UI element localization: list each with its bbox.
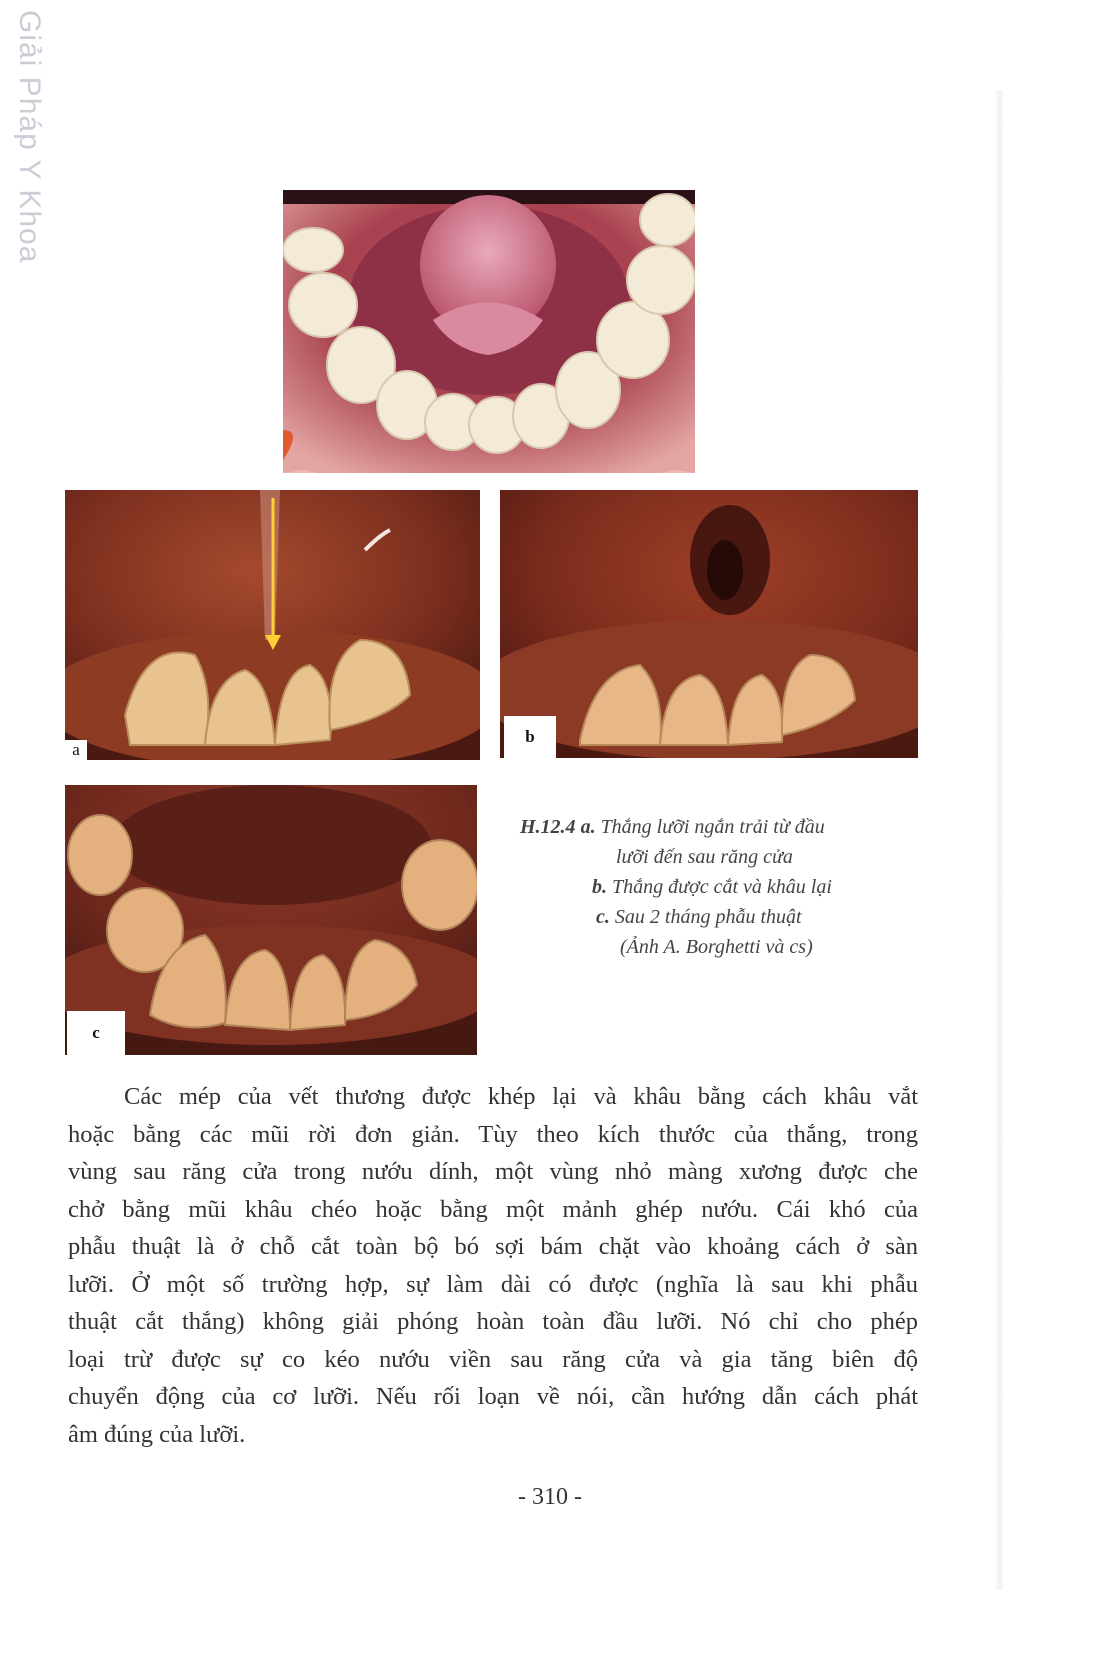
page-edge-shadow <box>994 90 1004 1590</box>
photo-c-two-months-after <box>65 785 477 1055</box>
body-paragraph <box>68 1078 918 1453</box>
caption-text: Sau 2 tháng phẫu thuật <box>614 906 802 928</box>
paragraph-line: chuyển động của cơ lưỡi. Nếu rối loạn về nói, cần hướng dẫn cách phát <box>68 1383 918 1410</box>
photo-open-mouth <box>283 190 695 473</box>
paragraph-line: vùng sau răng cửa trong nướu dính, một vùng nhỏ màng xương được che <box>68 1158 918 1185</box>
caption-line <box>520 872 960 902</box>
paragraph-line: chở bằng mũi khâu chéo hoặc bằng một mảnh ghép nướu. Cái khó của <box>68 1195 918 1223</box>
caption-text: (Ảnh A. Borghetti và cs) <box>620 936 813 958</box>
paragraph-line: âm đúng của lưỡi. <box>68 1420 246 1448</box>
paragraph-line: lưỡi. Ở một số trường hợp, sự làm dài có được (nghĩa là sau khi phẫu <box>68 1270 918 1298</box>
caption-line <box>520 932 960 962</box>
caption-text: Thắng lưỡi ngắn trải từ đầu <box>600 816 825 838</box>
photo-a-short-frenum <box>65 490 480 760</box>
paragraph-line: thuật cắt thắng) không giải phóng hoàn toàn đầu lưỡi. Nó chỉ cho phép <box>68 1308 918 1335</box>
paragraph-line: phẫu thuật là ở chỗ cắt toàn bộ bó sợi bám chặt vào khoảng cách ở sàn <box>68 1233 918 1260</box>
caption-letter: a. <box>580 816 596 838</box>
photo-b-frenum-cut-sutured <box>500 490 918 758</box>
caption-line <box>520 842 960 872</box>
paragraph-line: loại trừ được sự co kéo nướu viền sau răng cửa và gia tăng biên độ <box>68 1345 918 1373</box>
caption-text: Thắng được cắt và khâu lại <box>612 876 832 898</box>
page-number: - 310 - <box>518 1484 582 1510</box>
caption-figure-id: H.12.4 <box>520 816 576 838</box>
caption-line <box>520 902 960 932</box>
caption-text: lưỡi đến sau răng cửa <box>616 846 793 868</box>
paragraph-line: Các mép của vết thương được khép lại và khâu bằng cách khâu vắt <box>124 1083 918 1110</box>
figure-caption <box>520 812 960 962</box>
panel-label-a: a <box>65 740 87 760</box>
caption-letter: c. <box>596 906 610 928</box>
panel-label-c: c <box>67 1011 125 1055</box>
caption-line <box>520 812 960 842</box>
caption-letter: b. <box>592 876 607 898</box>
panel-label-b: b <box>504 716 556 758</box>
paragraph-line: hoặc bằng các mũi rời đơn giản. Tùy theo kích thước của thắng, trong <box>68 1120 918 1148</box>
watermark: Giải Pháp Y Khoa <box>13 10 46 264</box>
